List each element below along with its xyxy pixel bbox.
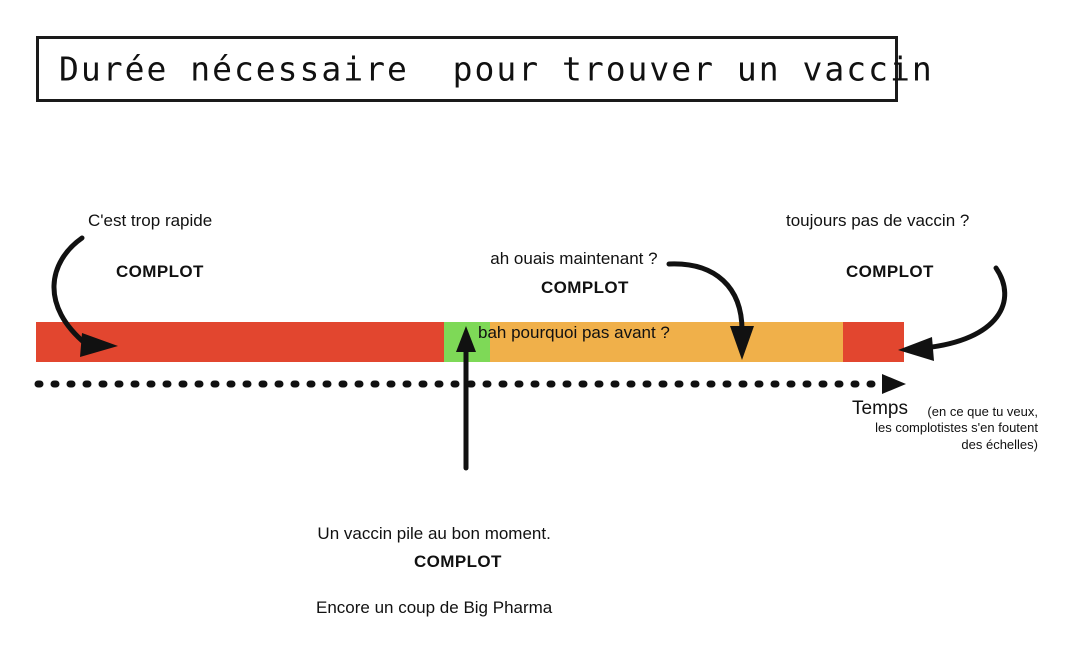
bar-segment-too-fast-red (36, 322, 444, 362)
label-bottom-line1: Un vaccin pile au bon moment. (317, 524, 551, 544)
label-left-text: C'est trop rapide (88, 211, 213, 230)
time-axis-arrowhead (882, 374, 906, 394)
bar-segment-still-nothing-red (843, 322, 904, 362)
timeline-bar (36, 322, 904, 362)
axis-note-line2: les complotistes s'en foutent (875, 420, 1038, 436)
axis-note-line3: des échelles) (961, 436, 1038, 452)
arrow-middle-curve (669, 264, 742, 330)
label-middle-line1: ah ouais maintenant ? (490, 249, 658, 269)
label-middle-line2: bah pourquoi pas avant ? (478, 323, 670, 343)
title-box (36, 36, 934, 102)
page-title: Durée nécessaire pour trouver un vaccin (59, 49, 934, 89)
label-right-text: toujours pas de vaccin ? (786, 211, 970, 230)
label-right-complot: COMPLOT (846, 262, 934, 281)
label-bottom-line2: Encore un coup de Big Pharma (316, 598, 553, 618)
axis-note (848, 404, 1038, 453)
label-middle-complot: COMPLOT (541, 278, 629, 297)
label-left-complot: COMPLOT (116, 262, 204, 281)
axis-note-line1: (en ce que tu veux, (927, 404, 1038, 419)
arrow-right-curve (924, 268, 1005, 348)
label-bottom-complot: COMPLOT (414, 552, 502, 571)
axis-label-temps: Temps (852, 398, 908, 419)
